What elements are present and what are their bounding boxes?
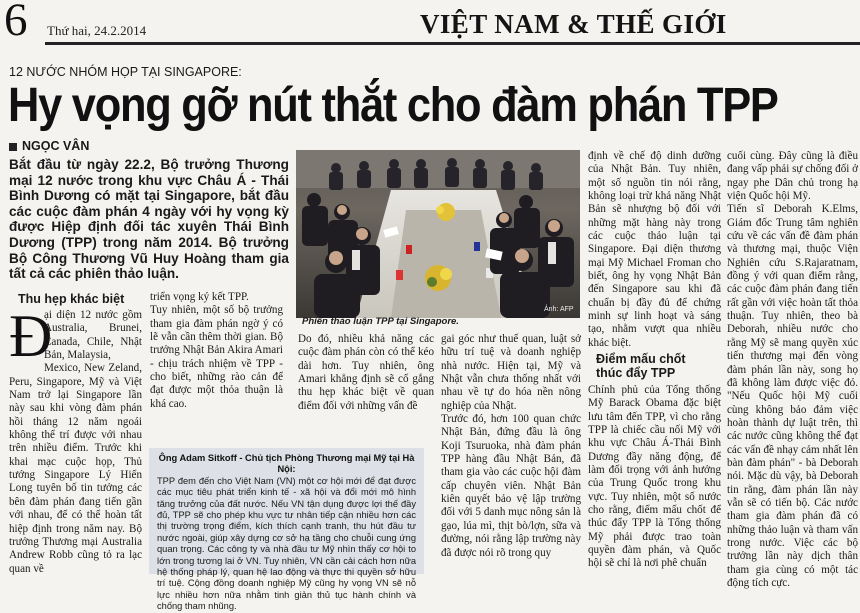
- photo-credit: Ảnh: AFP: [544, 306, 574, 313]
- page-number: 6: [4, 0, 28, 46]
- header-rule: [45, 42, 860, 45]
- column-5-bottom: Chính phủ của Tổng thống Mỹ Barack Obama đặc biệt lưu tâm đến TPP, vì cho rằng TPP là chiếc cầu nối Mỹ với khu vực Châu Á-Thái Bình Dương đầy năng động, để làm đối trọng với ảnh hưởng của Trung Quốc trong khu vực. Tuy nhiên, một số nước cho rằng, điểm mấu chốt để thúc đẩy TPP là Tổng thống Mỹ phải được trao toàn quyền đàm phán, và Quốc hội sẽ chỉ là nơi phê chuẩn: [588, 384, 721, 570]
- dropcap: Đ: [9, 303, 53, 369]
- photo-caption: Phiên thảo luận TPP tại Singapore.: [302, 316, 459, 327]
- subhead-key-point: Điểm mấu chốt thúc đẩy TPP: [596, 352, 686, 380]
- article-headline: Hy vọng gỡ nút thắt cho đàm phán TPP: [8, 79, 778, 132]
- article-lead: Bắt đầu từ ngày 22.2, Bộ trưởng Thương mại 12 nước trong khu vực Châu Á - Thái Bình Dương có mặt tại Singapore, bắt đầu các cuộc đàm phán 4 ngày với hy vọng kỳ được Hiệp định đối tác xuyên Thái Bình Dương (TPP) trong năm 2014. Bộ trưởng Bộ Công Thương Vũ Huy Hoàng tham gia tất cả các phiên thảo luận.: [9, 157, 289, 282]
- meeting-photo: [296, 150, 580, 318]
- byline-author: NGỌC VÂN: [22, 139, 90, 153]
- article-kicker: 12 NƯỚC NHÓM HỌP TẠI SINGAPORE:: [9, 65, 242, 79]
- column-1-opening: ại diện 12 nước gồm Australia, Brunei, Canada, Chile, Nhật Bản, Malaysia,: [44, 309, 142, 362]
- column-1: [9, 303, 142, 575]
- column-5-top: định về chế độ dinh dưỡng của Nhật Bản. Tuy nhiên, một số nguồn tin nói rằng, không loại trừ khả năng Nhật Bản sẽ nhượng bộ đối với những mặt hàng này trong các cuộc thảo luận tại Singapore. Đại diện thương mại Mỹ Michael Froman cho biết, ông hy vọng Nhật Bản đến Singapore sau khi đã chuẩn bị đầy đủ để chứng minh sự linh hoạt và sáng tạo, nhằm vượt qua nhiều khác biệt.: [588, 150, 721, 349]
- column-2: triển vọng ký kết TPP. Tuy nhiên, một số bộ trưởng tham gia đàm phán ngờ ý có lẽ vẫn cần thêm thời gian. Bộ trưởng Nhật Bản Akira Amari - chịu trách nhiệm về TPP - cho biết, những rào cản để đạt được một thỏa thuận là khá cao.: [150, 291, 283, 410]
- column-3: Do đó, nhiều khả năng các cuộc đàm phán còn có thể kéo dài hơn. Tuy nhiên, ông Amari khẳng định sẽ cố gắng thu hẹp khác biệt về quan điểm đối với những vấn đề: [298, 333, 434, 412]
- page-header: [0, 0, 860, 46]
- quote-text: TPP đem đến cho Việt Nam (VN) một cơ hội mới để đạt được các mục tiêu phát triển kinh tế - xã hội và đổi mới mô hình tăng trưởng của đất nước. Nếu VN tận dụng được lợi thế đầy đủ, TPP sẽ cho phép khu vực tư nhân tiếp cận nhiều hơn các thị trường trọng điểm, kích thích cạnh tranh, thu hút đầu tư nước ngoài, giúp xây dựng cơ sở hạ tầng cho chuỗi cung ứng quan trọng. Các công ty và nhà đầu tư Mỹ nhìn thấy cơ hội to lớn trong tương lai ở VN. Tuy nhiên, VN cần cải cách hơn nữa hệ thống pháp lý, quan hệ lao động và thực thi quyền sở hữu trí tuệ. Cộng đồng doanh nghiệp Mỹ cũng hy vọng VN sẽ nỗ lực nhiều hơn nữa nhằm tinh giản thủ tục hành chính và chống tham nhũng.: [157, 475, 416, 612]
- subhead-narrowing-differences: Thu hẹp khác biệt: [18, 292, 125, 306]
- column-6: cuối cùng. Đây cũng là điều đang vấp phải sự chống đối ở ngay phe Dân chủ trong hạ viện Quốc hội Mỹ. Tiến sĩ Deborah K.Elms, Giám đốc Trung tâm nghiên cứu về các vấn đề đàm phán và thương mại, thuộc Viện Nghiên cứu S.Rajaratnam, đồng ý với quan điểm rằng, các cuộc đàm phán đang tiến rất gần với việc hoàn tất thỏa thuận. Tuy nhiên, theo bà Deborah, nhiều nước cho rằng Mỹ sẽ mang quyền xúc tiến thương mại đến vòng đàm phán lần này, song họ đã không làm được việc đó. "Nếu Quốc hội Mỹ cuối cùng không bảo đảm việc hoàn thành dự luật trên, thì các nước cũng không thể đạt các vấn đề nhạy cảm nhất lên bàn đàm phán" - bà Deborah nói. Mặc dù vậy, bà Deborah tin rằng, đàm phán lần này vẫn sẽ có tiến bộ. Các nước tham gia đàm phán đã có những thảo luận và tham vấn trong nước. Việc các bộ trưởng lần này dịch thân tham gia cùng có một tác động tích cực.: [727, 150, 858, 589]
- byline-square: [9, 143, 17, 151]
- quote-box: [149, 448, 424, 612]
- quote-speaker: Ông Adam Sitkoff - Chủ tịch Phòng Thương mại Mỹ tại Hà Nội:: [158, 453, 415, 475]
- column-1-body: Mexico, New Zeland, Peru, Singapore, Mỹ và Việt Nam trở lại Singapore lần này sau khi vòng đàm phán hồi tháng 12 năm ngoái không thể trí được với nhau trên nhiều điểm. Trước khi khai mạc cuộc họp, Thủ tướng Singapore Lý Hiển Long tuyên bố tin tưởng các bên đàm phán đang tiến gần với nhau, để có thể hoàn tất hiệp định trong năm nay. Bộ trưởng Thương mại Australia Andrew Robb cũng tỏ ra lạc quan về: [9, 362, 142, 575]
- column-4: gai góc như thuế quan, luật sở hữu trí tuệ và doanh nghiệp nhà nước. Hiện tại, Mỹ và Nhật vẫn chưa thống nhất với nhau về tự do hóa nền nông nghiệp của Nhật. Trước đó, hơn 100 quan chức Nhật Bản, đứng đầu là ông Koji Tsuruoka, nhà đàm phán TPP hàng đầu Nhật Bản, đã tham gia vào các cuộc hội đàm cấp chuyên viên. Nhật Bản kiên quyết bảo vệ lập trường đối với 5 danh mục nông sản là gạo, lúa mì, thịt bò/lợn, sữa và đường, nói rằng lập trường này đã được nói rõ trong quy: [441, 333, 581, 559]
- section-title: VIỆT NAM & THẾ GIỚI: [420, 9, 727, 39]
- issue-date: Thứ hai, 24.2.2014: [47, 23, 147, 38]
- meeting-photo-image: [296, 150, 580, 318]
